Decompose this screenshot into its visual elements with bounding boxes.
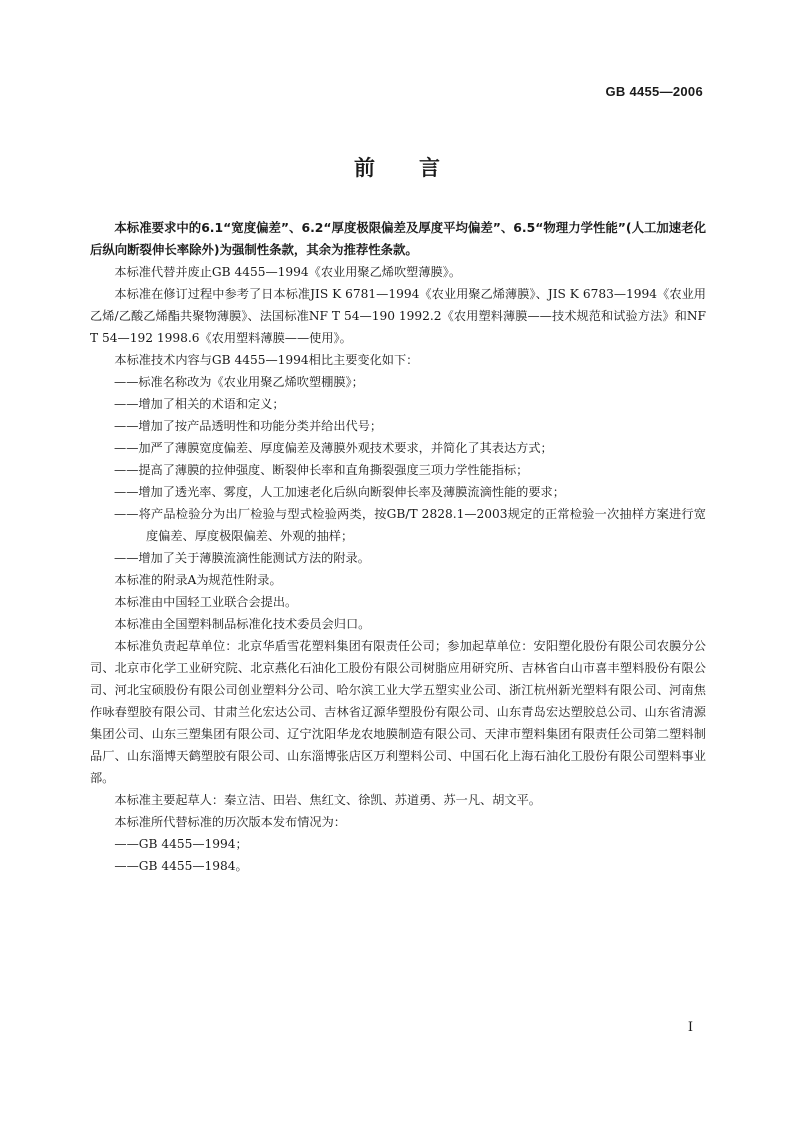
change-item: ——提高了薄膜的拉伸强度、断裂伸长率和直角撕裂强度三项力学性能指标； bbox=[114, 463, 529, 477]
foreword-body bbox=[90, 217, 706, 877]
standard-number: GB 4455—2006 bbox=[605, 84, 703, 99]
page-number: I bbox=[687, 1020, 693, 1035]
reference-standards-paragraph: 本标准在修订过程中参考了日本标准JIS K 6781—1994《农业用聚乙烯薄膜》、JIS K 6783—1994《农业用乙烯/乙酸乙烯酯共聚物薄膜》、法国标准NF T 54—190 1992.2《农用塑料薄膜——技术规范和试验方法》和NF T 54—192 1998.6《农用塑料薄膜——使用》。 bbox=[90, 287, 706, 345]
change-item: ——增加了按产品透明性和功能分类并给出代号； bbox=[114, 419, 383, 433]
change-item: ——增加了相关的术语和定义； bbox=[114, 397, 285, 411]
mandatory-clause-paragraph: 本标准要求中的6.1“宽度偏差”、6.2“厚度极限偏差及厚度平均偏差”、6.5“物理力学性能”(人工加速老化后纵向断裂伸长率除外)为强制性条款，其余为推荐性条款。 bbox=[90, 220, 706, 257]
appendix-paragraph: 本标准的附录A为规范性附录。 bbox=[114, 573, 282, 587]
proposer-paragraph: 本标准由中国轻工业联合会提出。 bbox=[114, 595, 298, 609]
history-item: ——GB 4455—1984。 bbox=[114, 859, 248, 873]
changes-intro-paragraph: 本标准技术内容与GB 4455—1994相比主要变化如下： bbox=[114, 353, 419, 367]
drafting-units-paragraph: 本标准负责起草单位：北京华盾雪花塑料集团有限责任公司；参加起草单位：安阳塑化股份有限公司农膜分公司、北京市化学工业研究院、北京燕化石油化工股份有限公司树脂应用研究所、吉林省白山市喜丰塑料股份有限公司、河北宝硕股份有限公司创业塑料分公司、哈尔滨工业大学五塑实业公司、浙江杭州新光塑料有限公司、河南焦作咏春塑胶有限公司、甘肃兰化宏达公司、吉林省辽源华塑股份有限公司、山东青岛宏达塑胶总公司、山东省清源集团公司、山东三塑集团有限公司、辽宁沈阳华龙农地膜制造有限公司、天津市塑料集团有限责任公司第二塑料制品厂、山东淄博天鹤塑胶有限公司、山东淄博张店区万利塑料公司、中国石化上海石油化工股份有限公司塑料事业部。 bbox=[90, 639, 706, 785]
change-item: ——增加了透光率、雾度，人工加速老化后纵向断裂伸长率及薄膜流滴性能的要求； bbox=[114, 485, 565, 499]
committee-paragraph: 本标准由全国塑料制品标准化技术委员会归口。 bbox=[114, 617, 371, 631]
drafters-paragraph: 本标准主要起草人：秦立洁、田岩、焦红文、徐凯、苏道勇、苏一凡、胡文平。 bbox=[114, 793, 541, 807]
change-item: ——增加了关于薄膜流滴性能测试方法的附录。 bbox=[114, 551, 370, 565]
change-item: ——加严了薄膜宽度偏差、厚度偏差及薄膜外观技术要求，并简化了其表达方式； bbox=[114, 441, 553, 455]
page-title: 前言 bbox=[354, 156, 484, 180]
history-item: ——GB 4455—1994； bbox=[114, 837, 248, 851]
change-item: ——标准名称改为《农业用聚乙烯吹塑棚膜》； bbox=[114, 375, 364, 389]
replacement-paragraph: 本标准代替并废止GB 4455—1994《农业用聚乙烯吹塑薄膜》。 bbox=[114, 265, 462, 279]
history-intro-paragraph: 本标准所代替标准的历次版本发布情况为： bbox=[114, 815, 346, 829]
change-item: ——将产品检验分为出厂检验与型式检验两类，按GB/T 2828.1—2003规定的正常检验一次抽样方案进行宽度偏差、厚度极限偏差、外观的抽样； bbox=[114, 507, 706, 543]
